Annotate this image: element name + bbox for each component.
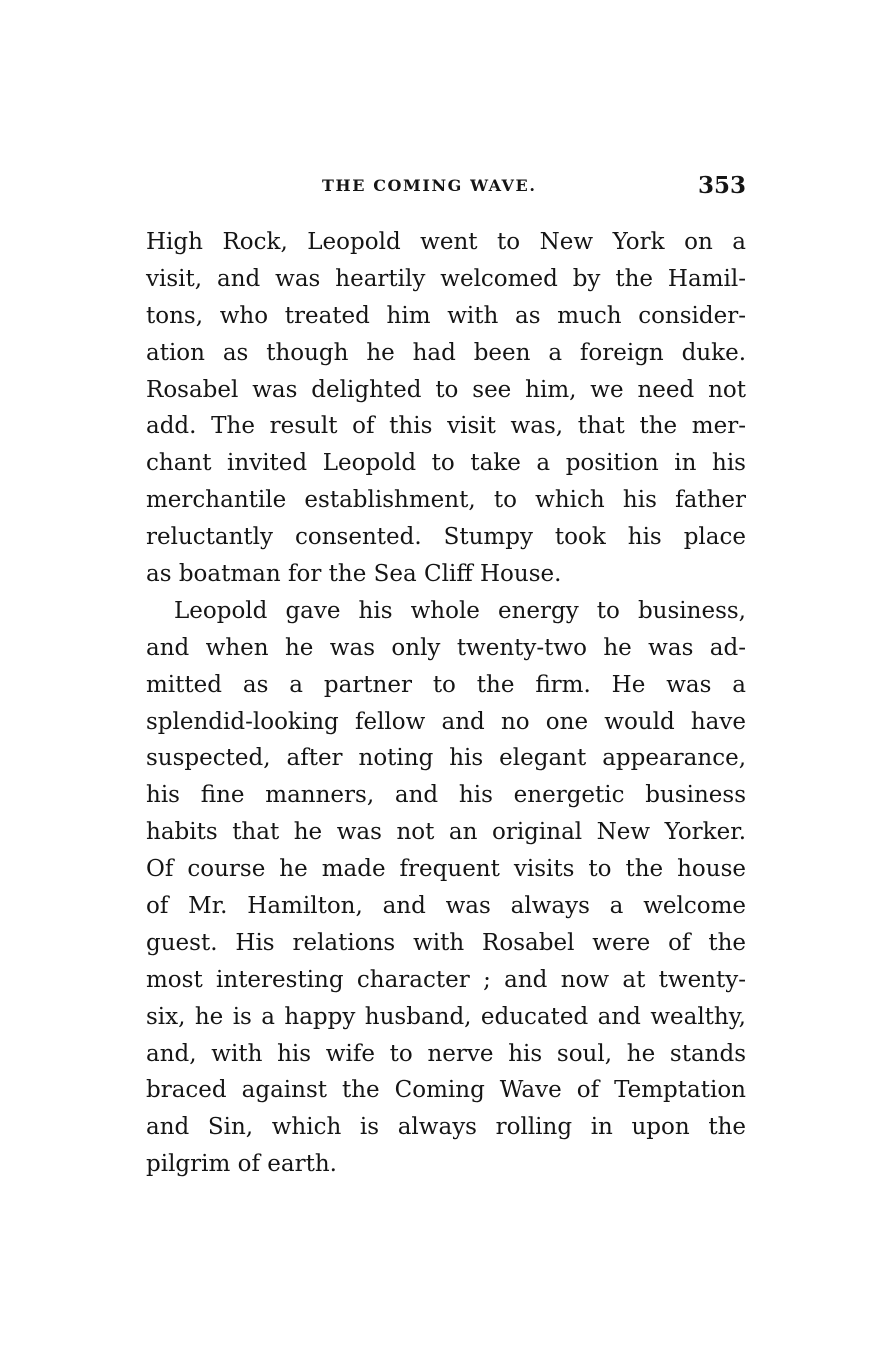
text-line: as boatman for the Sea Cliff House. (146, 561, 562, 588)
text-line: guest. His relations with Rosabel were of the (146, 929, 746, 956)
text-line: and when he was only twenty-two he was ad- (146, 634, 746, 661)
text-line: six, he is a happy husband, educated and wealthy, (146, 1003, 746, 1030)
paragraph-1 (146, 224, 746, 593)
running-head (146, 172, 746, 200)
text-line: Rosabel was delighted to see him, we need not (146, 376, 746, 403)
text-line: splendid-looking fellow and no one would have (146, 708, 746, 735)
text-line: tons, who treated him with as much consider- (146, 302, 746, 329)
text-line: his fine manners, and his energetic business (146, 782, 746, 809)
body-text (146, 224, 746, 1183)
text-line: pilgrim of earth. (146, 1151, 337, 1178)
text-line: most interesting character ; and now at twenty- (146, 966, 746, 993)
text-line: visit, and was heartily welcomed by the Hamil- (146, 265, 746, 292)
text-line: reluctantly consented. Stumpy took his place (146, 524, 746, 551)
text-line: chant invited Leopold to take a position in his (146, 450, 746, 477)
text-line: and, with his wife to nerve his soul, he stands (146, 1040, 746, 1067)
page-number: 353 (697, 172, 746, 199)
text-line: braced against the Coming Wave of Temptation (146, 1077, 746, 1104)
text-line: add. The result of this visit was, that the mer- (146, 413, 746, 440)
text-line: High Rock, Leopold went to New York on a (146, 229, 746, 255)
paragraph-2 (146, 593, 746, 1183)
text-line: suspected, after noting his elegant appearance, (146, 745, 746, 772)
text-line: mitted as a partner to the firm. He was a (146, 671, 746, 698)
text-line: ation as though he had been a foreign duke. (146, 339, 746, 366)
text-line: merchantile establishment, to which his father (146, 487, 746, 514)
text-line: Leopold gave his whole energy to business, (174, 597, 746, 624)
text-line: of Mr. Hamilton, and was always a welcome (146, 893, 746, 920)
text-line: and Sin, which is always rolling in upon the (146, 1114, 746, 1141)
text-line: habits that he was not an original New Yorker. (146, 819, 746, 846)
text-line: Of course he made frequent visits to the house (146, 856, 746, 883)
running-title: THE COMING WAVE. (322, 176, 537, 195)
